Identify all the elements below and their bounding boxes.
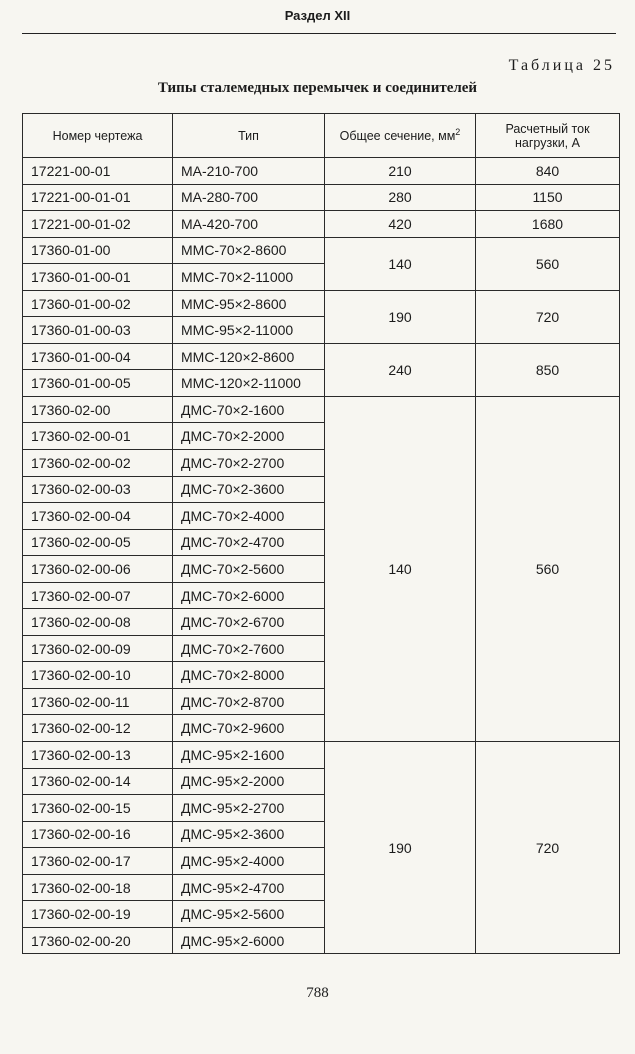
cell-drawing-number: 17360-02-00-19 (23, 901, 173, 928)
cell-type: МА-210-700 (173, 158, 325, 185)
cell-type: ДМС-95×2-3600 (173, 821, 325, 848)
cell-type: ДМС-70×2-1600 (173, 396, 325, 423)
cell-current: 1150 (476, 184, 620, 211)
table-row (23, 742, 620, 769)
cell-type: ДМС-70×2-8700 (173, 688, 325, 715)
cell-type: ДМС-95×2-2000 (173, 768, 325, 795)
cell-type: ДМС-95×2-4000 (173, 848, 325, 875)
header-section (325, 114, 476, 158)
table-row (23, 396, 620, 423)
cell-current: 720 (476, 290, 620, 343)
table-header-row (23, 114, 620, 158)
cell-type: ДМС-70×2-5600 (173, 556, 325, 583)
table-row (23, 184, 620, 211)
cell-drawing-number: 17360-01-00-03 (23, 317, 173, 344)
cell-section: 190 (325, 290, 476, 343)
cell-drawing-number: 17360-02-00-05 (23, 529, 173, 556)
header-type: Тип (173, 114, 325, 158)
cell-type: ДМС-70×2-4700 (173, 529, 325, 556)
cell-section: 140 (325, 237, 476, 290)
table-label: Таблица 25 (508, 57, 615, 74)
header-section-text: Общее сечение, мм (339, 128, 456, 143)
cell-drawing-number: 17360-02-00-07 (23, 582, 173, 609)
cell-drawing-number: 17360-02-00-01 (23, 423, 173, 450)
header-rule (22, 33, 616, 34)
cell-drawing-number: 17221-00-01-02 (23, 211, 173, 238)
cell-current: 1680 (476, 211, 620, 238)
cell-type: ДМС-70×2-3600 (173, 476, 325, 503)
cell-section: 420 (325, 211, 476, 238)
cell-current: 720 (476, 742, 620, 954)
table-row (23, 211, 620, 238)
cell-drawing-number: 17360-01-00-05 (23, 370, 173, 397)
cell-drawing-number: 17360-01-00-01 (23, 264, 173, 291)
running-head: Раздел XII (284, 8, 351, 23)
cell-drawing-number: 17360-02-00-18 (23, 874, 173, 901)
cell-type: ММС-95×2-8600 (173, 290, 325, 317)
cell-type: ДМС-70×2-9600 (173, 715, 325, 742)
table-body (23, 158, 620, 954)
cell-drawing-number: 17360-02-00-16 (23, 821, 173, 848)
cell-drawing-number: 17360-01-00-02 (23, 290, 173, 317)
cell-section: 190 (325, 742, 476, 954)
cell-type: МА-420-700 (173, 211, 325, 238)
cell-type: ДМС-70×2-8000 (173, 662, 325, 689)
cell-drawing-number: 17360-02-00-14 (23, 768, 173, 795)
cell-type: ДМС-95×2-4700 (173, 874, 325, 901)
cell-current: 560 (476, 237, 620, 290)
cell-current: 560 (476, 396, 620, 741)
cell-section: 280 (325, 184, 476, 211)
cell-drawing-number: 17360-02-00-20 (23, 927, 173, 954)
cell-type: ДМС-70×2-2000 (173, 423, 325, 450)
cell-type: ДМС-70×2-7600 (173, 635, 325, 662)
cell-type: ДМС-95×2-5600 (173, 901, 325, 928)
table-row (23, 158, 620, 185)
cell-drawing-number: 17360-02-00-11 (23, 688, 173, 715)
cell-type: ММС-95×2-11000 (173, 317, 325, 344)
table-row (23, 237, 620, 264)
cell-drawing-number: 17360-02-00-02 (23, 450, 173, 477)
header-current: Расчетный ток нагрузки, А (476, 114, 620, 158)
cell-drawing-number: 17360-02-00-04 (23, 503, 173, 530)
table-row (23, 290, 620, 317)
cell-type: ДМС-95×2-6000 (173, 927, 325, 954)
page-number: 788 (306, 985, 329, 1001)
cell-type: ДМС-95×2-2700 (173, 795, 325, 822)
cell-drawing-number: 17221-00-01 (23, 158, 173, 185)
cell-drawing-number: 17360-02-00-03 (23, 476, 173, 503)
cell-drawing-number: 17360-02-00-12 (23, 715, 173, 742)
cell-type: ММС-70×2-11000 (173, 264, 325, 291)
cell-type: ММС-120×2-8600 (173, 343, 325, 370)
cell-drawing-number: 17221-00-01-01 (23, 184, 173, 211)
cell-current: 840 (476, 158, 620, 185)
cell-type: ММС-70×2-8600 (173, 237, 325, 264)
cell-drawing-number: 17360-02-00-10 (23, 662, 173, 689)
cell-drawing-number: 17360-02-00-06 (23, 556, 173, 583)
cell-type: ДМС-70×2-2700 (173, 450, 325, 477)
cell-section: 140 (325, 396, 476, 741)
table-title: Типы сталемедных перемычек и соединителей (157, 80, 478, 96)
header-section-sup: 2 (455, 126, 461, 137)
cell-type: ДМС-70×2-4000 (173, 503, 325, 530)
cell-type: ММС-120×2-11000 (173, 370, 325, 397)
cell-drawing-number: 17360-01-00 (23, 237, 173, 264)
cell-type: МА-280-700 (173, 184, 325, 211)
cell-type: ДМС-70×2-6000 (173, 582, 325, 609)
cell-section: 210 (325, 158, 476, 185)
cell-type: ДМС-95×2-1600 (173, 742, 325, 769)
cell-type: ДМС-70×2-6700 (173, 609, 325, 636)
cell-current: 850 (476, 343, 620, 396)
cell-drawing-number: 17360-02-00-15 (23, 795, 173, 822)
cell-section: 240 (325, 343, 476, 396)
cell-drawing-number: 17360-01-00-04 (23, 343, 173, 370)
cell-drawing-number: 17360-02-00-17 (23, 848, 173, 875)
header-drawing-number: Номер чертежа (23, 114, 173, 158)
cell-drawing-number: 17360-02-00 (23, 396, 173, 423)
table-row (23, 343, 620, 370)
cell-drawing-number: 17360-02-00-08 (23, 609, 173, 636)
cell-drawing-number: 17360-02-00-13 (23, 742, 173, 769)
cell-drawing-number: 17360-02-00-09 (23, 635, 173, 662)
connectors-table (22, 113, 620, 954)
